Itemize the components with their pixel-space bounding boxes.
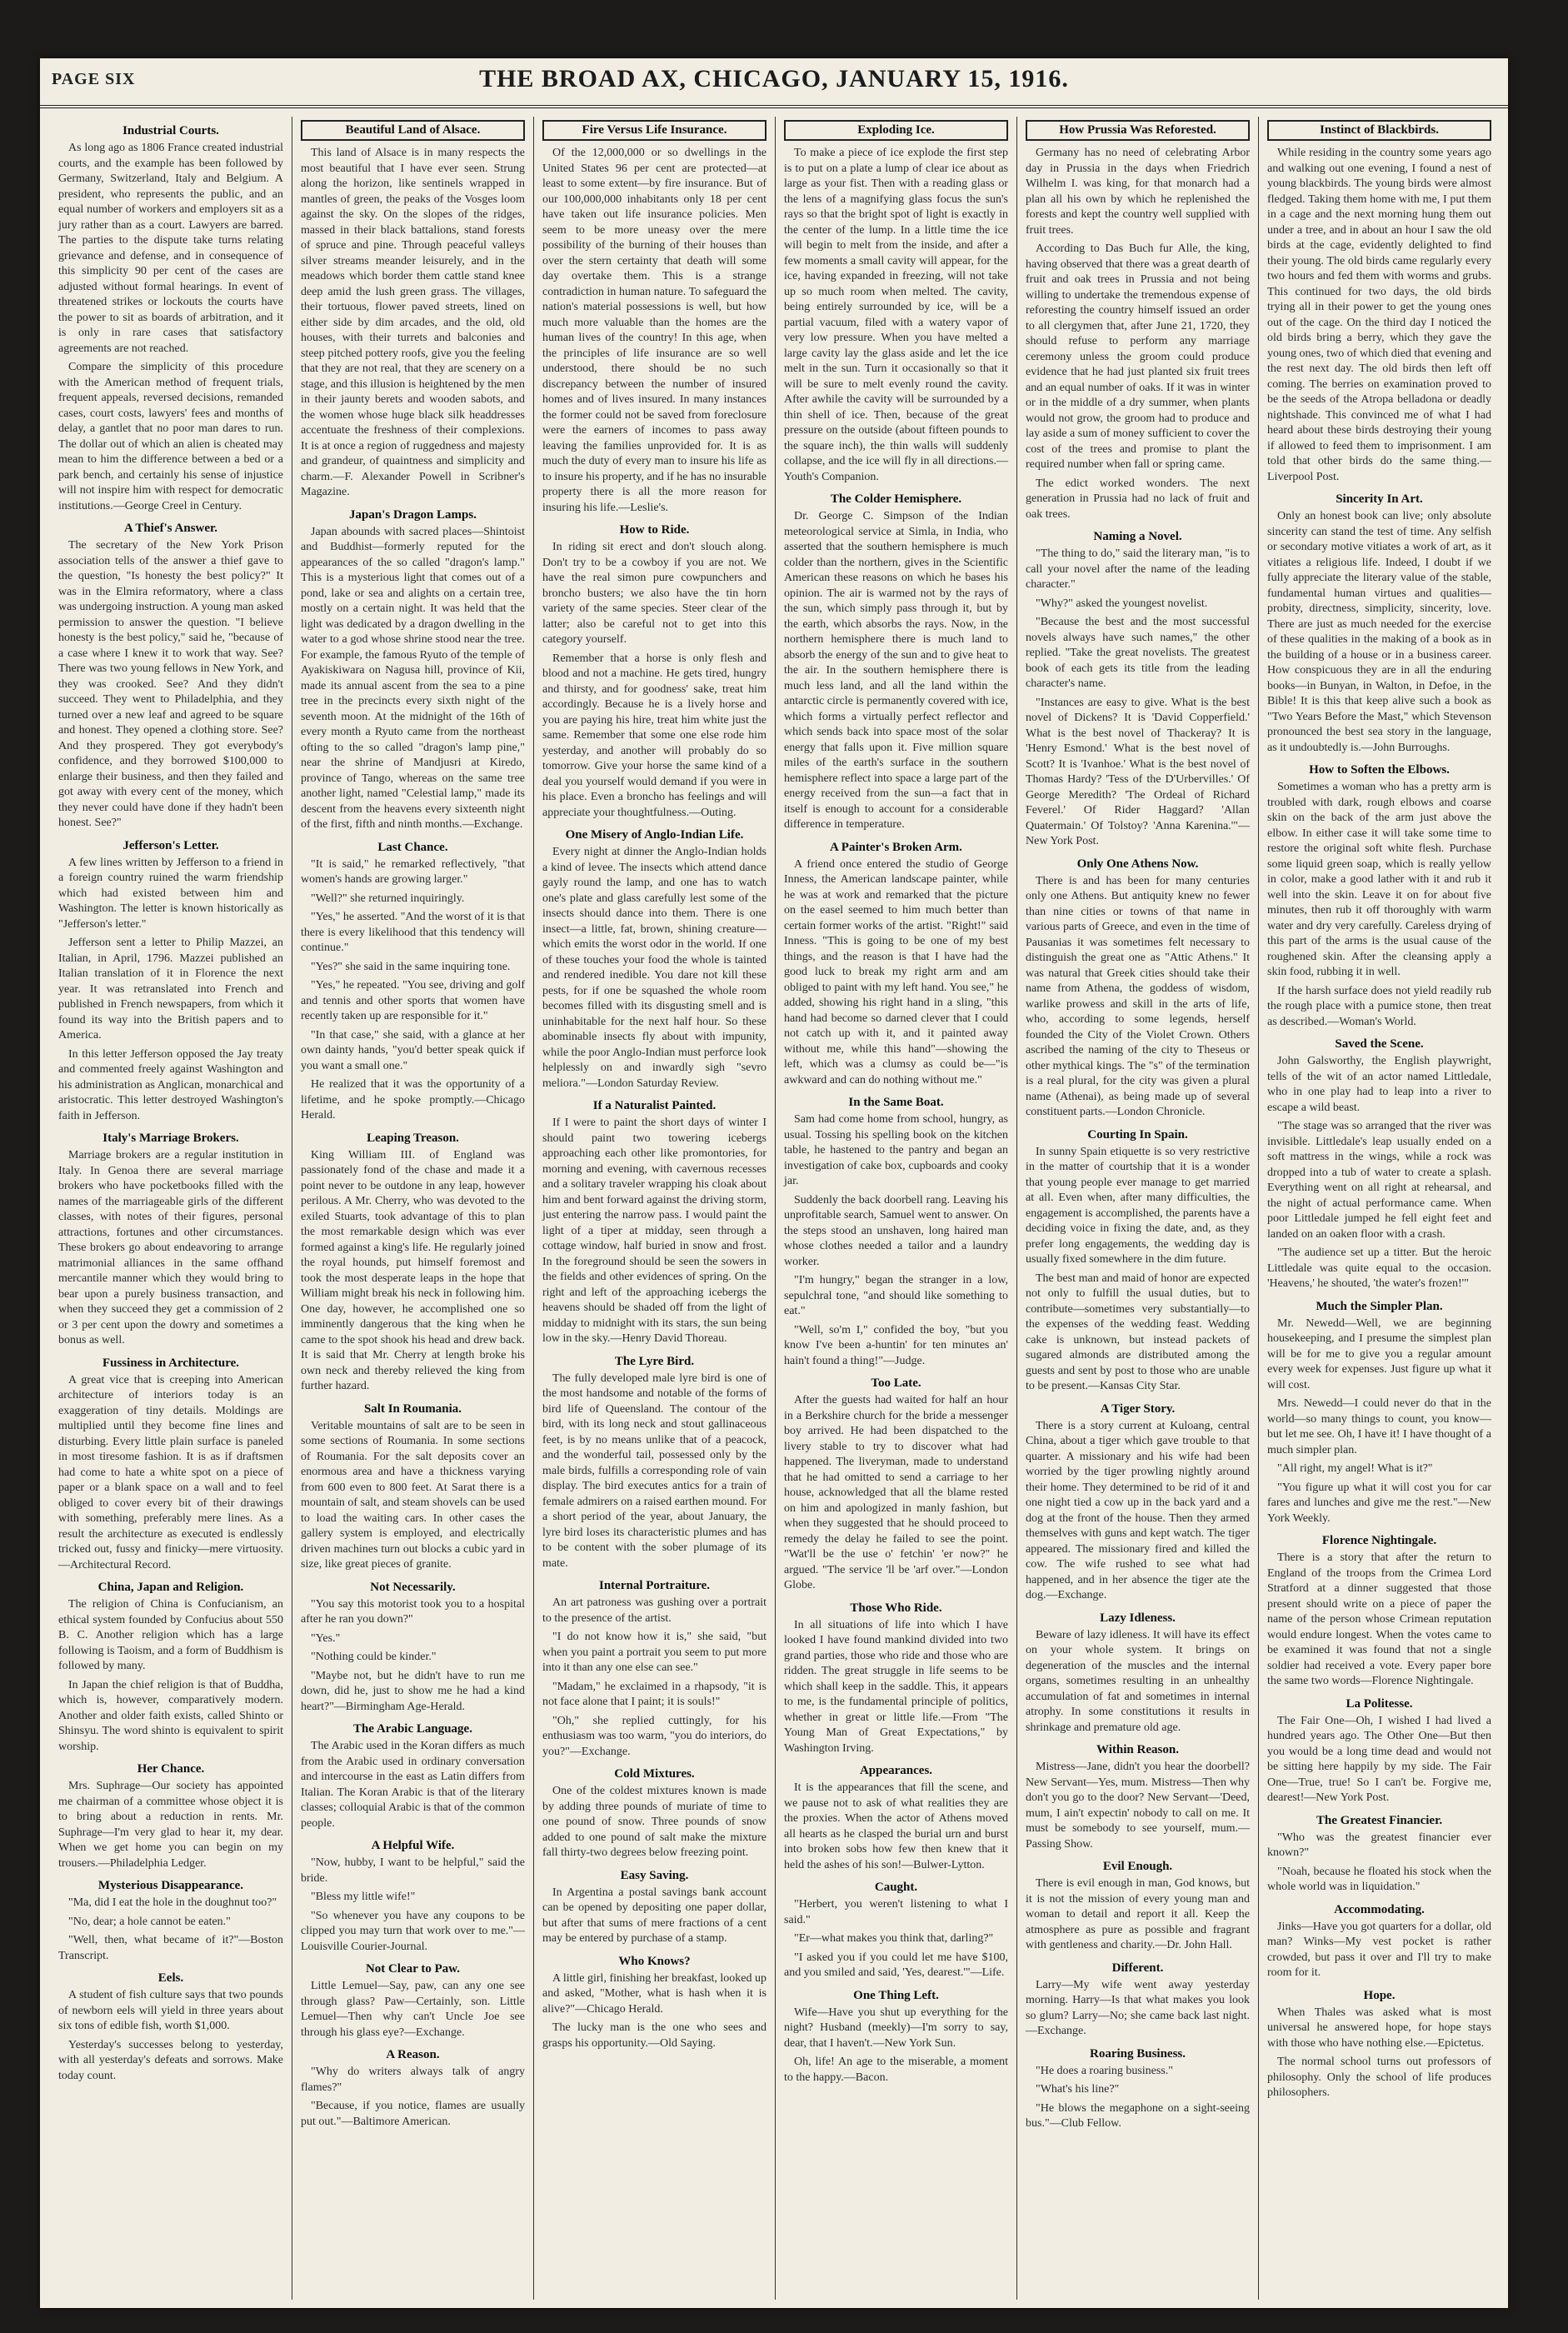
article-paragraph: There is evil enough in man, God knows, but it is not the mission of every young man and woman to detail and report it all. Keep the atmosphere as pure as possible and fragrant with gentleness and charity.—Dr. John Hall. [1026,1877,1250,1951]
article-headline: Evil Enough. [1102,1860,1173,1873]
article-paragraph: "Bless my little wife!" [311,1891,416,1903]
article-headline: Accommodating. [1334,1902,1425,1916]
article-paragraph: Jinks—Have you got quarters for a dollar, old man? Winks—My vest pocket is rather crowded, but pass it over and I'll try to make room for it. [1267,1920,1491,1979]
column-5 [1016,117,1258,2300]
article [1026,1742,1250,1852]
article-paragraph: "No, dear; a hole cannot be eaten." [68,1915,231,1928]
article-headline: A Painter's Broken Arm. [830,840,962,854]
article-headline: How Prussia Was Reforested. [1026,120,1250,141]
article-headline: Instinct of Blackbirds. [1267,120,1491,141]
article [58,521,283,832]
article-headline: The Lyre Bird. [614,1354,695,1368]
article-paragraph: In riding sit erect and don't slouch along. Don't try to be a cowboy if you are not. We have the real simon pure cowpunchers and broncho busters; we also have the tin horn variety of the same species. Steer clear of the latter; also be careful not to get into this category yourself. [542,541,767,646]
article [58,123,283,514]
article [1026,120,1250,522]
article-paragraph: Suddenly the back doorbell rang. Leaving his unprofitable search, Samuel went to answer. On the steps stood an unshaven, long haired man whose clothes needed a tailor and a laundry worker. [784,1193,1008,1268]
article-headline: Exploding Ice. [784,120,1008,141]
article-headline: Internal Portraiture. [598,1579,711,1592]
article-paragraph: Germany has no need of celebrating Arbor day in Prussia in the days when Friedrich Wilhelm I. was king, for that monarch had a plan all his own by which he replenished the forests and kept the country well supplied with fruit trees. [1026,147,1250,237]
article-paragraph: "Well?" she returned inquiringly. [311,892,465,905]
article [784,840,1008,1089]
article-headline: In the Same Boat. [848,1096,944,1109]
article-paragraph: Larry—My wife went away yesterday morning. Harry—Is that what makes you look so glum? Larry—No; she came back last night.—Exchange. [1026,1978,1250,2037]
article [1267,492,1491,756]
article-headline: Within Reason. [1096,1743,1179,1756]
article-paragraph: Little Lemuel—Say, paw, can any one see through glass? Paw—Certainly, son. Little Lemuel—Then why can't Uncle Joe see through his glass eye?—Exchange. [301,1980,525,2039]
article [58,838,283,1125]
article-headline: Italy's Marriage Brokers. [102,1132,239,1145]
article-paragraph: One of the coldest mixtures known is made by adding three pounds of muriate of time to one pound of snow. Three pounds of snow added to one pound of salt make the mixture fall thirty-two degrees below freezing point. [542,1785,767,1859]
article-paragraph: The lucky man is the one who sees and grasps his opportunity.—Old Saying. [542,2021,767,2050]
column-6 [1258,117,1500,2300]
article-paragraph: Mistress—Jane, didn't you hear the doorbell? New Servant—Yes, mum. Mistress—Then why don't you go to the door? New Servant—'Deed, mum, I ain't expectin' nobody to call on me. It must be somebody to see yourself, mum.—Passing Show. [1026,1761,1250,1851]
article-paragraph: In Japan the chief religion is that of Buddha, which is, however, comparatively modern. Another and older faith exists, called Shinto or Shinsyu. The word shinto is equivalent to spirit worship. [58,1678,283,1753]
article-paragraph: "What's his line?" [1036,2083,1120,2096]
article-headline: Different. [1111,1961,1164,1975]
article-headline: Easy Saving. [620,1868,689,1882]
article-paragraph: Mrs. Newedd—I could never do that in the world—so many things to count, you know—but let me see. Oh, I have it! I have thought of a much simpler plan. [1267,1397,1491,1456]
article-paragraph: There is a story current at Kuloang, central China, about a tiger which gave trouble to that quarter. A missionary and his wife had been worried by the tiger prowling nightly around their home. They determined to be rid of it and one night tied a cow up in the back yard and a dog at the front of the house. Then they armed themselves with guns and kept watch. The tiger appeared. The missionary fired and killed the cow. The wife rushed to see what had happened, and in her absence the tiger ate the dog.—Exchange. [1026,1419,1250,1601]
article-headline: One Misery of Anglo-Indian Life. [565,828,744,842]
article-headline: Fire Versus Life Insurance. [542,120,767,141]
article-paragraph: "All right, my angel! What is it?" [1277,1462,1433,1475]
article-headline: La Politesse. [1346,1696,1413,1711]
article-headline: Courting In Spain. [1087,1127,1188,1142]
article-paragraph: "Madam," he exclaimed in a rhapsody, "it is not face alone that I paint; it is souls!" [542,1680,767,1708]
article [784,492,1008,833]
article-paragraph: "In that case," she said, with a glance at her own dainty hands, "you'd better speak quick if you want a small one." [301,1028,525,1072]
article-paragraph: "Oh," she replied cuttingly, for his enthusiasm was too warm, "you do interiors, do you?"—Exchange. [542,1714,767,1758]
article-paragraph: "So whenever you have any coupons to be clipped you may turn that work over to me."—Louisville Courier-Journal. [301,1909,525,1953]
newspaper-title: THE BROAD AX, CHICAGO, JANUARY 15, 1916. [479,65,1069,92]
article-headline: Cold Mixtures. [614,1767,695,1781]
article [542,1766,767,1861]
article-paragraph: "Maybe not, but he didn't have to run me down, did he, just to show me he had a kind heart?"—Birmingham Age-Herald. [301,1669,525,1713]
article-paragraph: When Thales was asked what is most universal he answered hope, for hope stays with those who have nothing else.—Epictetus. [1267,2006,1491,2050]
article-headline: The Greatest Financier. [1316,1813,1443,1827]
article-headline: Salt In Roumania. [363,1401,462,1416]
article [1026,1401,1250,1604]
article-paragraph: He realized that it was the opportunity of a lifetime, and he spoke promptly.—Chicago Herald. [301,1078,525,1122]
article-paragraph: A little girl, finishing her breakfast, looked up and asked, "Mother, what is hash when it is alive?"—Chicago Herald. [542,1971,767,2016]
article-headline: Not Clear to Paw. [365,1962,461,1976]
article-paragraph: An art patroness was gushing over a portrait to the presence of the artist. [542,1596,767,1625]
article [301,1580,525,1716]
article [301,1401,525,1573]
article [301,2047,525,2130]
article-paragraph: This land of Alsace is in many respects the most beautiful that I have ever seen. Strung along the horizon, like sentinels wrapped in mantles of green, the peaks of the Vosges loom against the sky. On the slopes of the ridges, massed in their black battalions, stand forests of spruce and pine. Through peaceful valleys silver streams meander leisurely, and in the meadows which border them cattle stand knee deep amid the lush green grass. The villages, their tortuous, flower paved streets, lined on either side by dim arcades, and the old, old houses, with their turrets and balconies and steep pitched pottery roofs, give you the feeling that they are not real, that they are scenery on a stage, and this illusion is heightened by the men in their jaunty berets and wooden sabots, and the women whose huge black silk headdresses accentuate the freshness of their complexions. It is at once a region of ruggedness and majesty and grandeur, of quaintness and simplicity and charm.—F. Alexander Powell in Scribner's Magazine. [301,147,525,498]
article-paragraph: Sometimes a woman who has a pretty arm is troubled with dark, rough elbows and coarse skin on the back of the arm just above the elbow. In either case it will take some time to restore the original soft white flesh. Purchase some liquid green soap, which is really yellow in color, make a good lather with it and rub it well into the skin. Leave it on for about five minutes, then rub it off thoroughly with warm water and dry very carefully. Careless drying of this part of the arms is the usual cause of the roughened skin. After the cleansing apply a skin food, rubbing it in well. [1267,781,1491,978]
article-paragraph: Marriage brokers are a regular institution in Italy. In Genoa there are several marriage brokers who have pocketbooks filled with the names of the marriageable girls of the different classes, with notes of their figures, personal attractions, fortunes and other circumstances. These brokers go about endeavoring to arrange matrimonial alliances in the same offhand mercantile manner which they would bring to bear upon a purely business transaction, and when they succeed they get a commission of 2 or 3 per cent upon the dowry and sometimes a bonus as well. [58,1149,283,1346]
article-paragraph: The best man and maid of honor are expected not only to fulfill the usual duties, but to contribute—sometimes very substantially—to the expenses of the wedding feast. Wedding cake is unknown, but instead packets of sugared almonds are distributed among the guests and sent by post to those who are unable to be present.—Kansas City Star. [1026,1271,1250,1392]
article-headline: Mysterious Disappearance. [97,1879,244,1892]
article-paragraph: "The audience set up a titter. But the heroic Littledale was quite equal to the occasion. 'Heavens,' he shouted, 'the water's frozen!'" [1267,1246,1491,1290]
article-paragraph: While residing in the country some years ago and walking out one evening, I found a nest of young blackbirds. The young birds were almost fledged. Taking them home with me, I put them in a cage and the next morning hung them out under a tree, and in about an hour I saw the old birds at the cage, evidently delighted to find their young. The old birds came regularly every two hours and fed them with worms and grubs. This continued for two days, the old birds trying all in their power to get the young ones out of the cage. On the third day I noticed the old birds bring a berry, which they gave the young ones, two of which died that evening and the rest next day. The old birds then left off coming. The berries on examination proved to be the seeds of the Atropa belladona or deadly nightshade. This convinced me of what I had heard about these birds destroying their young if allowed to feed them to imprisonment. I am told that other birds do the same thing.—Liverpool Post. [1267,147,1491,483]
article-paragraph: "Yes." [311,1631,341,1645]
article-headline: Beautiful Land of Alsace. [301,120,525,141]
article-paragraph: The secretary of the New York Prison association tells of the answer a thief gave to the question, "Is honesty the best policy?" It was in the Elmira reformatory, where a class was undergoing instruction. A young man asked permission to answer the question. "I believe honesty is the best policy," said he, "because of a case where I knew it to work that way. See? There was two young fellows in New York, and they was crooked. See? And they didn't succeed. They went to Philadelphia, and they turned over a new leaf and agreed to be square and honest. They opened a clothing store. See? And they prospered. They got everybody's confidence, and they borrowed $100,000 to enlarge their business, and then they failed and got away with every cent of the money, which they never could have done if they hadn't been honest. See?" [58,539,283,829]
article-paragraph: Dr. George C. Simpson of the Indian meteorological service at Simla, in India, who asserted that the southern hemisphere is much colder than the northern, gives in the Scientific American these reasons on which he bases his opinion. The air is warmed not by the rays of the sun, which simply pass through it, but by the earth, which absorbs the rays. Now, in the northern hemisphere there is much land to absorb the energy of the sun and to give heat to the air. In the southern hemisphere there is much less land, and all the land within the antarctic circle is permanently covered with ice, which forms a virtually perfect reflector and which sends back into space most of the solar energy that falls upon it. Five million square miles of the earth's surface in the southern hemisphere reflect into space a large part of the energy received from the sun—a fact that in itself is enough to account for a considerable difference in temperature. [784,510,1008,831]
article-paragraph: The fully developed male lyre bird is one of the most handsome and notable of the forms of bird life of Queensland. The contour of the bird, with its long neck and stout gallinaceous feet, is by no means unlike that of a peacock, and the wonderful tail, possessed only by the male birds, fulfills a corresponding role of vain display. The bird executes antics for a train of female admirers on a raised earthen mound. For a short period of the year, about January, the lyre bird loses its characteristic plumes and has to be content with the sober plumage of its mate. [542,1371,767,1570]
article-paragraph: "Noah, because he floated his stock when the whole world was in liquidation." [1267,1865,1491,1893]
article-headline: Sincerity In Art. [1336,492,1423,506]
article-paragraph: "Well, so'm I," confided the boy, "but you know I've been a-huntin' for ten minutes an' hain't found a thing!"—Judge. [784,1323,1008,1367]
article [1267,1533,1491,1690]
article [1026,529,1250,850]
article-paragraph: "The thing to do," said the literary man, "is to call your novel after the name of the leading character." [1026,547,1250,591]
article-paragraph: "Ma, did I eat the hole in the doughnut too?" [68,1896,277,1909]
article-paragraph: A great vice that is creeping into American architecture of interiors today is an exaggeration of tiny details. Moldings are multiplied until they become fine lines and disturbing. Every little plain surface is paneled in most tiresome fashion. It is as if draftsmen had come to hate a white spot on a piece of paper or a blank space on a wall and to feel obliged to cover every bit of their drawings with something, preferably mere lines. As a result the architecture as executed is endlessly tricked out, fussy and finicky—mere virtuosity.—Architectural Record. [58,1373,283,1571]
article-paragraph: In this letter Jefferson opposed the Jay treaty and commented freely against Washington and his administration as Anglican, monarchical and aristocratic. This letter destroyed Washington's faith in Jefferson. [58,1047,283,1122]
article [1026,1961,1250,2040]
article-paragraph: "I'm hungry," began the stranger in a low, sepulchral tone, "and should like something to eat." [784,1274,1008,1317]
article-paragraph: The religion of China is Confucianism, an ethical system founded by Confucius about 550 B. C. Another religion which has a large following is Taoism, and a form of Buddhism is followed by many. [58,1598,283,1672]
article-paragraph: "Now, hubby, I want to be helpful," said the bride. [301,1856,525,1885]
article [301,1721,525,1831]
article [1267,1988,1491,2101]
article [1026,857,1250,1121]
article-paragraph: "I asked you if you could let me have $100, and you smiled and said, 'Yes, dearest.'"—Life. [784,1951,1008,1979]
article-paragraph: A friend once entered the studio of George Inness, the American landscape painter, while he was at work and remarked that the picture on the easel seemed to him much better than certain former works of the artist. "Right!" said Inness. "This is going to be one of my best things, and the reason is that I have had the good luck to break my right arm and am obliged to paint with my left hand. You see," he added, showing his right hand in a sling, "this hand had become so darned clever that I could not catch up with it, and it painted away without me, while this hand"—showing the left, which was a clumsy as could be—"is awkward and can do nothing without me." [784,857,1008,1087]
article [784,1988,1008,2086]
article-headline: Saved the Scene. [1335,1037,1424,1051]
article [301,840,525,1124]
article-paragraph: Wife—Have you shut up everything for the night? Husband (meekly)—I'm sorry to say, dear, that I haven't.—New York Sun. [784,2006,1008,2050]
article-paragraph: "You say this motorist took you to a hospital after he ran you down?" [301,1597,525,1626]
article-headline: Last Chance. [377,840,448,854]
article [1267,120,1491,485]
article-headline: One Thing Left. [853,1988,939,2002]
article [58,1971,283,2084]
article [1267,1813,1491,1896]
article-paragraph: It is the appearances that fill the scene, and we pause not to ask of what realities they are the proxies. When the actor of Athens moved all hearts as he clasped the burial urn and burst into broken sobs how few then knew that it held the ashes of his son!—Bulwer-Lytton. [784,1781,1008,1871]
article-paragraph: The normal school turns out professors of philosophy. Only the school of life produces philosophers. [1267,2056,1491,2099]
article-paragraph: The edict worked wonders. The next generation in Prussia had no lack of fruit and oak trees. [1026,477,1250,521]
article-paragraph: Mrs. Suphrage—Our society has appointed me chairman of a committee whose object it is to bring about a reduction in rents. Mr. Suphrage—I'm very glad to hear it, my dear. When we get home you can begin on my trousers.—Philadelphia Ledger. [58,1780,283,1870]
article [542,522,767,821]
article [784,120,1008,485]
article-paragraph: If I were to paint the short days of winter I should paint two towering icebergs approaching each other like promontories, for morning and evening, with cavernous recesses and a solitary traveler wrapping his cloak about him and bent forward against the driving storm, just entering the narrow pass. I would paint the light of a tiper at midday, seen through a cottage window, half buried in snow and frost. In the foreground should be seen the sowers in the fields and other evidences of spring. On the right and left of the approaching icebergs the heavens should be shaded off from the light of midday to midnight with its stars, the sun being low in the sky.—Henry David Thoreau. [542,1117,767,1345]
article-headline: Leaping Treason. [367,1131,459,1145]
article [542,1954,767,2052]
article-headline: A Helpful Wife. [371,1839,455,1852]
article [58,1131,283,1349]
article-paragraph: "Why?" asked the youngest novelist. [1036,597,1208,610]
article-paragraph: Oh, life! An age to the miserable, a moment to the happy.—Bacon. [784,2056,1008,2084]
article-paragraph: "He does a roaring business." [1036,2064,1174,2077]
article-paragraph: The Arabic used in the Koran differs as much from the Arabic used in ordinary conversation and intercourse in the east as Latin differs from Italian. The Koran Arabic is that of the literary classes; colloquial Arabic is that of the common people. [301,1740,525,1830]
article-paragraph: "It is said," he remarked reflectively, "that women's hands are growing larger." [301,857,525,886]
column-1 [50,117,292,2300]
page-label: PAGE SIX [52,70,136,88]
article-headline: Appearances. [859,1764,933,1777]
article-headline: How to Ride. [619,523,690,537]
article [542,120,767,516]
article-paragraph: To make a piece of ice explode the first step is to put on a plate a lump of clear ice about as large as your fist. Then with a reading glass or the lens of a magnifying glass focus the sun's rays so that the bright spot of light is exactly in the center of the lump. In a little time the ice will begin to melt from the inside, and after a few moments a small cavity will appear, for the ice, having expanded in freezing, will not take up so much room when melted. The cavity, being entirely surrounded by ice, will be a partial vacuum, filed with a watery vapor of very low pressure. When you have melted a large cavity lay the glass aside and let the ice melt in the sun. Turn it occasionally so that it will be sure to melt evenly round the cavity. After awhile the cavity will be surrounded by a thin shell of ice. Then, because of the great pressure on the outside (about fifteen pounds to the square inch), the thin walls will suddenly collapse, and the ice will fly in all directions.—Youth's Companion. [784,147,1008,483]
article-headline: A Thief's Answer. [123,522,218,535]
article [784,1095,1008,1369]
article-headline: Roaring Business. [1089,2046,1186,2061]
article-headline: Industrial Courts. [122,124,219,137]
article [784,1763,1008,1873]
article [1026,1611,1250,1736]
article [1267,1902,1491,1981]
article-paragraph: A student of fish culture says that two pounds of newborn eels will yield in three years about six tons of edible fish, worth $1,000. [58,1989,283,2032]
article-headline: Florence Nightingale. [1321,1534,1437,1547]
article-paragraph: "The stage was so arranged that the river was invisible. Littledale's leap usually ended on a soft mattress in the wings, while a rock was dropped into a tub of water to create a splash. Everything went on all right at rehearsal, and the night of actual performance came. When poor Littledale jumped he fell eight feet and landed on an oaken floor with a crash. [1267,1120,1491,1241]
article [301,1838,525,1955]
article [542,1098,767,1347]
article-headline: The Colder Hemisphere. [830,492,962,506]
article [784,1376,1008,1594]
article-paragraph: Jefferson sent a letter to Philip Mazzei, an Italian, in April, 1796. Mazzei published an Italian translation of it in Florence the next year. It was retranslated into French and published in French newspapers, from which it found its way into the British papers and to America. [58,937,283,1042]
article-paragraph: Compare the simplicity of this procedure with the American method of frequent trials, frequent appeals, reversed decisions, remanded cases, court costs, lawyers' fees and months of delay, a gantlet that no poor man dares to run. The dollar out of which an alien is cheated may mean to him the difference between a bed or a park bench, and certainly his sense of injustice will not inspire him with respect for democratic institutions.—George Creel in Century. [58,361,283,512]
article-headline: A Reason. [386,2048,440,2061]
column-2 [292,117,533,2300]
article [301,507,525,833]
article-paragraph: Sam had come home from school, hungry, as usual. Tossing his spelling book on the kitchen table, he hastened to the pantry and began an investigation of cake box, cupboards and cooky jar. [784,1113,1008,1187]
column-4 [775,117,1016,2300]
article-headline: Hope. [1363,1988,1396,2002]
article-paragraph: There is a story that after the return to England of the troops from the Crimea Lord Stratford at a dinner suggested that those present should write on a piece of paper the name of the person whose Crimean reputation would endure longest. When the votes came to be examined it was found that not a single soldier had received a vote. Every paper bore the same two words—Florence Nightingale. [1267,1551,1491,1687]
article [1267,1037,1491,1292]
article [542,1354,767,1572]
article-paragraph: "Nothing could be kinder." [311,1651,437,1663]
article [1026,2046,1250,2132]
article-headline: Who Knows? [618,1954,691,1968]
article-paragraph: As long ago as 1806 France created industrial courts, and the example has been followed by Germany, Switzerland, Italy and Belgium. A president, who represents the public, and an equal number of workers and employers sit as a jury rather than as a court. Lawyers are barred. The parties to the dispute take turns relating grievance and defense, and in consequence of this simplicity 90 per cent of the cases are adjusted without formal hearings. In event of threatened strikes or lockouts the courts have the power to sit as boards of arbitration, and it is only in rare cases that satisfactory agreements are not reached. [58,142,283,355]
article-headline: If a Naturalist Painted. [592,1099,717,1112]
article-paragraph: Of the 12,000,000 or so dwellings in the United States 96 per cent are protected—at least to some extent—by fire insurance. But of our 100,000,000 inhabitants only 18 per cent have taken out life insurance policies. Men seem to be more uneasy over the mere possibility of the burning of their houses than over the stern certainty that death will some day overtake them. This is a strange contradiction in human nature. To safeguard the nation's material possessions is well, but how much more valuable than the homes are the human lives of the country! In this age, when the principles of life insurance are so well understood, there should be no such discrepancy between the number of insured homes and of lives insured. In many instances the former could not be saved from foreclosure were the earners of incomes to pass away leaving the families unprovided for. It is as much the duty of every man to insure his life as to insure his property, and if he has no insurable property there is all the more reason for insuring his life.—Leslie's. [542,147,767,514]
article-headline: Japan's Dragon Lamps. [349,507,477,522]
article [58,1580,283,1755]
article-paragraph: Beware of lazy idleness. It will have its effect on your whole system. It brings on degeneration of the muscles and the internal organs, sometimes resulting in an unhealthy accumulation of fat and sometimes in internal atrophy. In some constitutions it results in shrinkage and premature old age. [1026,1628,1250,1734]
article [58,1761,283,1871]
article-paragraph: "Who was the greatest financier ever known?" [1267,1831,1491,1859]
article-headline: The Arabic Language. [353,1722,472,1736]
article [1267,762,1491,1030]
article-paragraph: "Yes," he asserted. "And the worst of it is that there is every likelihood that this tendency will continue." [301,911,525,954]
article-paragraph: There is and has been for many centuries only one Athens. But antiquity knew no fewer than nine cities or towns of that name in various parts of Greece, and even in the time of Pausanias it was sometimes felt necessary to distinguish the great one as "Attic Athens." It was natural that Greek cities should take their name from Athena, the goddess of wisdom, warlike prowess and skill in the arts of life, who, according to some legends, herself founded the City of the Violet Crown. Others ascribed the naming of the city to Theseus or other mythical kings. The "s" of the termination is a real plural, for the city was given a plural name (Athenai), as being made up of several constituent parts.—London Chronicle. [1026,874,1250,1118]
article-paragraph: Japan abounds with sacred places—Shintoist and Buddhist—formerly reputed for the appearances of the so called "dragon's lamp." This is a mysterious light that comes out of a pond, lake or sea and alights on a certain tree, mostly on a certain night. It was held that the light was dedicated by a dragon dwelling in the water to a god whose shrine stood near the tree. For example, the famous Ryuto of the temple of Ayakiskiwara on Nagusa hill, province of Kii, made its annual ascent from the sea to a pine tree in the precincts every sixth night of the seventh moon. At the midnight of the 16th of every month a Ryuto came from the northeast ofting to the so called "dragon's lamp pine," near the shrine of Mandjusri at Kiredo, province of Tango, whereas on the same tree another light, named "Celestial lamp," made its descent from the heavens every sixteenth night of the first, fifth and ninth months.—Exchange. [301,525,525,831]
article-paragraph: In all situations of life into which I have looked I have found mankind divided into two grand parties, those who ride and those who are ridden. The great struggle in life seems to be which shall keep in the saddle. This, it appears to me, is the fundamental principle of politics, whether in great or little life.—From "The Young Man of Great Expectations," by Washington Irving. [784,1618,1008,1755]
article-headline: Not Necessarily. [370,1580,456,1594]
article-headline: Fussiness in Architecture. [102,1356,240,1370]
newspaper-page [40,58,1508,2308]
article-paragraph: Every night at dinner the Anglo-Indian holds a kind of levee. The insects which attend dance gayly round the lamp, and one has to watch one's plate and glass carefully lest some of the insects should dance into them. There is one insect—a little, fat, brown, shining creature—which emits the worst odor in the world. If one of these touches your food the whole is tainted and rendered inedible. You dare not kill these pests, for if one be squashed the whole room becomes filled with its disgusting smell and is uninhabitable for the next half hour. So these abominable insects fly about with impunity, while the poor Anglo-Indian must perforce look helplessly on and inwardly sigh "sevro meliora."—London Saturday Review. [542,846,767,1090]
article [1026,1127,1250,1395]
article-headline: Eels. [157,1971,184,1985]
article [1026,1859,1250,1954]
article-paragraph: Mr. Newedd—Well, we are beginning housekeeping, and I presume the simplest plan will be for me to give you a regular amount every week for expenses. Just figure up what it will cost. [1267,1316,1491,1391]
article-headline: Caught. [874,1881,918,1894]
article-paragraph: Yesterday's successes belong to yesterday, with all yesterday's defeats and sorrows. Make today count. [58,2038,283,2082]
article-paragraph: "Herbert, you weren't listening to what I said." [784,1898,1008,1926]
article-headline: Much the Simpler Plan. [1316,1299,1443,1313]
article [58,1356,283,1574]
article-paragraph: After the guests had waited for half an hour in a Berkshire church for the bride a messenger boy arrived. He had been dispatched to the livery stable to try to discover what had happened. The liveryman, made to understand that he had omitted to send a carriage to her house, acknowledged that all the blame rested on him and apologized in manly fashion, but when they suggested that he should proceed to remedy the delay he failed to see the point. "Wat'll be the use o' fetchin' 'er now?" he argued. "The service 'll be 'arf over."—London Globe. [784,1394,1008,1591]
article-paragraph: Remember that a horse is only flesh and blood and not a machine. He gets tired, hungry and thirsty, and for goodness' sake, treat him accordingly. Because he is a lively horse and you are paying his hire, treat him white just the same. Remember that some one else rode him yesterday, and another will probably do so tomorrow. Give your horse the same kind of a deal you yourself would demand if you were in his place. Even a broncho has feelings and will appreciate your thoughtfulness.—Outing. [542,652,767,819]
article-headline: China, Japan and Religion. [97,1581,244,1594]
article-paragraph: John Galsworthy, the English playwright, tells of the wit of an actor named Littledale, who in one play had to leap into a river to escape a wild beast. [1267,1055,1491,1114]
article-paragraph: According to Das Buch fur Alle, the king, having observed that there was a great dearth of fruit and oak trees in Prussia and not being willing to undertake the tremendous expense of reforesting the country himself issued an order to all clergymen that, after June 21, 1720, they should refuse to perform any marriage ceremony unless the groom could produce evidence that he had just planted six fruit trees and an equal number of oaks. If it was in winter or in the middle of a dry summer, when plants would not grow, the groom had to produce and lay aside a sum of money sufficient to cover the cost of the trees and promise to plant the required number when fall or spring came. [1026,242,1250,471]
article-paragraph: "Yes?" she said in the same inquiring tone. [311,960,511,973]
article [301,1961,525,2041]
article-paragraph: "I do not know how it is," she said, "but when you paint a portrait you seem to put more into it than any one else can see." [542,1631,767,1674]
article-paragraph: "Because the best and the most successful novels always have such names," the other replied. "Take the great novelists. The greatest book of each gets its title from the leading character's name. [1026,616,1250,690]
article [542,827,767,1092]
article-headline: Lazy Idleness. [1100,1611,1176,1625]
article-headline: A Tiger Story. [1100,1401,1176,1416]
article-paragraph: "Yes," he repeated. "You see, driving and golf and tennis and other sports that women have recently taken up are responsible for it." [301,979,525,1022]
article-headline: Those Who Ride. [850,1601,942,1615]
article-paragraph: Only an honest book can live; only absolute sincerity can stand the test of time. Any selfish or secondary motive vitiates a work of art, as it vitiates a religious life. Indeed, I doubt if we fully appreciate the literary value of the stable, fundamental human virtues and qualities—probity, directness, simplicity, sincerity, love. There are just as much needed for the exercise of these qualities in the making of a book as in the building of a house or in a business career. How conspicuous they are in all the enduring books—in Bunyan, in Walton, in Defoe, in the Bible! It is this that keep alive such a book as "Two Years Before the Mast," which Stevenson pronounced the best sea story in the language, as it undoubtedly is.—John Burroughs. [1267,510,1491,754]
article-paragraph: "Well, then, what became of it?"—Boston Transcript. [58,1934,283,1962]
article-headline: How to Soften the Elbows. [1309,763,1450,777]
article-paragraph: In Argentina a postal savings bank account can be opened by depositing one paper dollar, but after that sums of mere fractions of a cent may be entered by purchase of a stamp. [542,1886,767,1945]
article-columns [50,117,1500,2300]
article-paragraph: "You figure up what it will cost you for car fares and lunches and give me the rest."—New York Weekly. [1267,1481,1491,1525]
article-headline: Her Chance. [137,1762,205,1776]
article [301,120,525,501]
article-headline: Jefferson's Letter. [122,838,219,852]
article-paragraph: In sunny Spain etiquette is so very restrictive in the matter of courtship that it is a wonder that young people ever manage to get married at all. Even when, after many difficulties, the engagement is accomplished, the parents have a deciding voice in fixing the date, and, as they prefer long engagements, the wedding day is usually fixed somewhere in the dim future. [1026,1145,1250,1266]
article [542,1578,767,1760]
article-headline: Too Late. [871,1376,921,1390]
article [301,1131,525,1395]
article [1267,1299,1491,1527]
column-3 [533,117,775,2300]
article-paragraph: "Er—what makes you think that, darling?" [794,1932,994,1945]
article-paragraph: King William III. of England was passionately fond of the chase and made it a point never to be outdone in any leap, however perilous. A Mr. Cherry, who was devoted to the exiled Stuarts, took advantage of this to plan the most remarkable design which was ever formed against a king's life. He regularly joined the royal hounds, put himself foremost and took the most desperate leaps in the hope that William might break his neck in following him. One day, however, he accomplished one so imminently dangerous that the king when he came to the spot shook his head and drew back. It is said that Mr. Cherry at length broke his own neck and thereby relieved the king from further hazard. [301,1148,525,1392]
article-paragraph: If the harsh surface does not yield readily rub the rough place with a pumice stone, then treat as described.—Woman's World. [1267,984,1491,1028]
article-paragraph: "Instances are easy to give. What is the best novel of Dickens? It is 'David Copperfield.' What is the best novel of Thackeray? It is 'Henry Esmond.' What is the best novel of Scott? It is 'Ivanhoe.' What is the best novel of Thomas Hardy? 'Tess of the D'Urbervilles.' Of George Meredith? 'The Ordeal of Richard Feverel.' Of Rider Haggard? 'Allan Quatermain.' Of Tolstoy? 'Anna Karenina.'"—New York Post. [1026,696,1250,847]
article-headline: Naming a Novel. [1093,530,1182,543]
article-paragraph: "Why do writers always talk of angry flames?" [301,2066,525,2094]
article [1267,1696,1491,1806]
article [542,1868,767,1947]
article-headline: Only One Athens Now. [1076,857,1199,871]
masthead [40,58,1508,108]
article [58,1878,283,1964]
article-paragraph: "He blows the megaphone on a sight-seeing bus."—Club Fellow. [1026,2101,1250,2130]
article [784,1880,1008,1981]
article-paragraph: "Because, if you notice, flames are usually put out."—Baltimore American. [301,2100,525,2128]
article-paragraph: The Fair One—Oh, I wished I had lived a hundred years ago. The Other One—But then you would be a long time dead and would not be sitting here happily by my side. The Fair One—True, true! So I can't be. Forgive me, dearest!—New York Post. [1267,1714,1491,1804]
article-paragraph: A few lines written by Jefferson to a friend in a foreign country ruined the warm friendship which had existed between him and Washington. The letter is known historically as "Jefferson's letter." [58,856,283,931]
article [784,1601,1008,1757]
article-paragraph: Veritable mountains of salt are to be seen in some sections of Roumania. In some sections of Roumania. For the salt deposits cover an enormous area and have a thickness varying from 600 even to 800 feet. At Sarat there is a mountain of salt, and steam shovels can be used to load the waiting cars. In other cases the gallery system is employed, and electrically driven machines turn out blocks a cubic yard in size, like great pieces of granite. [301,1419,525,1571]
